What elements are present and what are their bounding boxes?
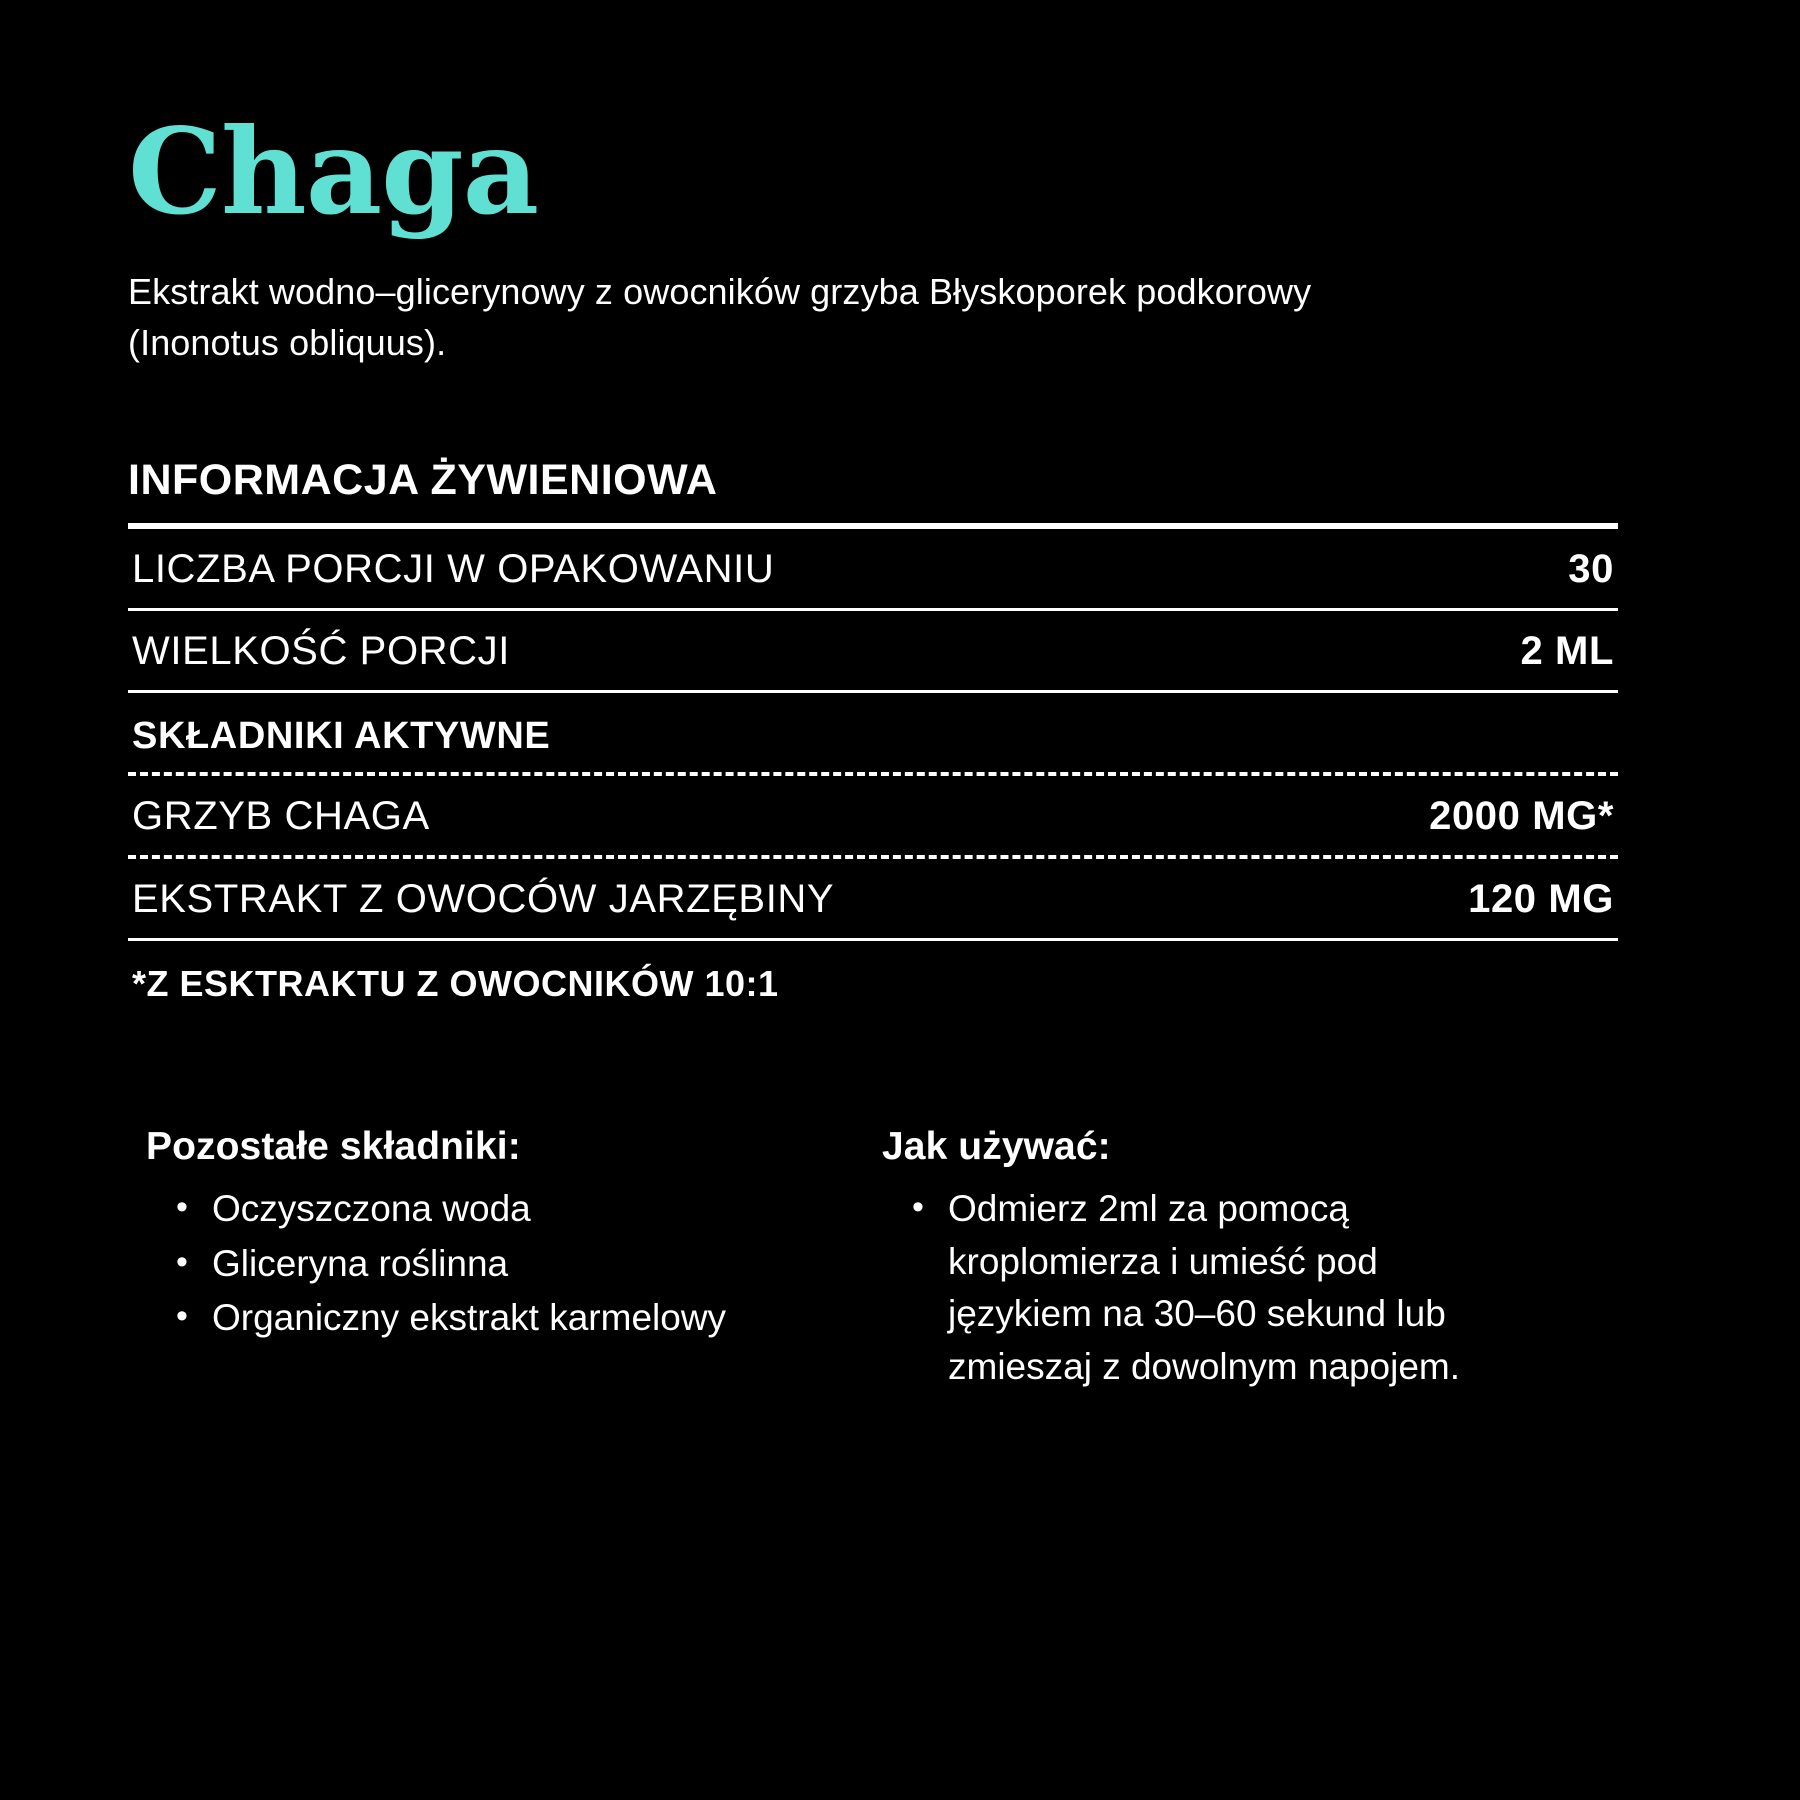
row-value: 2 ML xyxy=(1520,629,1614,674)
row-value: 120 MG xyxy=(1468,877,1614,922)
nutrition-facts-table xyxy=(128,456,1618,1005)
table-row-chaga-mushroom xyxy=(128,776,1618,855)
row-label: WIELKOŚĆ PORCJI xyxy=(132,629,510,674)
other-ingredients-column xyxy=(146,1125,786,1395)
list-item: • Oczyszczona woda xyxy=(172,1183,786,1236)
active-ingredients-heading: SKŁADNIKI AKTYWNE xyxy=(132,715,551,758)
product-subtitle: Ekstrakt wodno–glicerynowy z owocników grzyba Błyskoporek podkorowy (Inonotus obliquus). xyxy=(128,270,1312,363)
usage-title: Jak używać: xyxy=(882,1125,1111,1169)
table-row-servings-per-container xyxy=(128,529,1618,608)
row-label: LICZBA PORCJI W OPAKOWANIU xyxy=(132,547,775,592)
product-title: Chaga xyxy=(128,102,539,241)
extract-footnote: *Z ESKTRAKTU Z OWOCNIKÓW 10:1 xyxy=(132,963,779,1005)
other-ingredients-list xyxy=(146,1183,786,1345)
row-value: 30 xyxy=(1568,547,1614,592)
table-row-serving-size xyxy=(128,611,1618,690)
list-item: • Gliceryna roślinna xyxy=(172,1238,786,1291)
row-value: 2000 MG* xyxy=(1429,794,1614,839)
other-ingredients-title: Pozostałe składniki: xyxy=(146,1125,521,1169)
row-label: EKSTRAKT Z OWOCÓW JARZĘBINY xyxy=(132,877,835,922)
table-row-rowan-extract xyxy=(128,859,1618,938)
usage-list xyxy=(882,1183,1522,1393)
row-label: GRZYB CHAGA xyxy=(132,794,430,839)
list-item: • Odmierz 2ml za pomocą kroplomierza i umieść pod językiem na 30–60 sekund lub zmieszaj z dowolnym napojem. xyxy=(908,1183,1522,1393)
list-item: • Organiczny ekstrakt karmelowy xyxy=(172,1292,786,1345)
usage-column xyxy=(882,1125,1522,1395)
bottom-columns xyxy=(128,1125,1672,1395)
nutrition-heading: INFORMACJA ŻYWIENIOWA xyxy=(128,456,718,505)
